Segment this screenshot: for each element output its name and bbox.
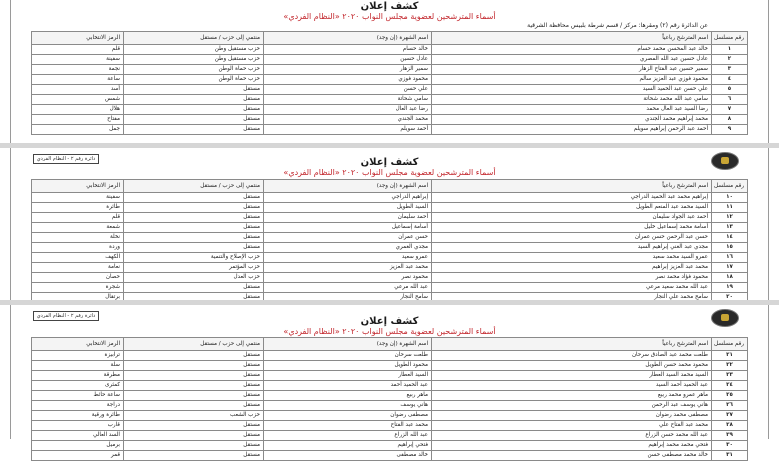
header-name: اسم المترشح رباعياً [432,32,712,45]
table-row [32,441,748,451]
cell-affiliation: مستقل [124,401,264,411]
cell-affiliation: حزب الإصلاح والتنمية [124,253,264,263]
cell-symbol: قلم [32,45,124,55]
cell-fame: أحمد سليمان [264,213,432,223]
cell-affiliation: حزب الشعب [124,411,264,421]
cell-symbol: سفينة [32,193,124,203]
cell-symbol: نعامة [32,263,124,273]
cell-serial: ١٨ [712,273,748,283]
page-subtitle: أسماء المترشحين لعضوية مجلس النواب ٢٠٢٠ «النظام الفردي» [283,327,496,336]
cell-affiliation: مستقل [124,431,264,441]
cell-serial: ٨ [712,115,748,125]
document-page-3 [11,305,768,458]
header-serial: رقم مسلسل [712,180,748,193]
table-row [32,421,748,431]
cell-name: سمير حسين عبد الفتاح الزهار [432,65,712,75]
cell-serial: ٧ [712,105,748,115]
cell-fame: مجدي الغمري [264,243,432,253]
cell-symbol: شجرة [32,283,124,293]
table-row [32,203,748,213]
page-stamp: دائرة رقم ٢ - النظام الفردي [33,154,99,164]
cell-serial: ٢٧ [712,411,748,421]
cell-name: محمد إبراهيم محمد الجندي [432,115,712,125]
cell-serial: ١٢ [712,213,748,223]
cell-symbol: الكهف [32,253,124,263]
cell-symbol: قارب [32,421,124,431]
cell-serial: ٢١ [712,351,748,361]
header-fame: اسم الشهرة (إن وجد) [264,338,432,351]
table-row [32,263,748,273]
table-body [32,193,748,303]
cell-fame: عبد الله الزراع [264,431,432,441]
cell-name: رضا السيد عبد العال محمد [432,105,712,115]
cell-symbol: ساعة حائط [32,391,124,401]
table-row [32,95,748,105]
cell-serial: ٣٠ [712,441,748,451]
cell-name: فتحي محمد محمد إبراهيم [432,441,712,451]
cell-name: عمرو السيد محمد سعيد [432,253,712,263]
cell-affiliation: مستقل [124,421,264,431]
cell-affiliation: مستقل [124,361,264,371]
cell-affiliation: مستقل [124,391,264,401]
document-page-1 [11,0,768,143]
cell-name: محمود فؤاد محمد نصر [432,273,712,283]
cell-symbol: برتقال [32,293,124,303]
page-stamp: دائرة رقم ٢ - النظام الفردي [33,311,99,321]
cell-symbol: مفتاح [32,115,124,125]
cell-name: إبراهيم محمد عبد الحميد الدراجي [432,193,712,203]
table-row [32,243,748,253]
table-header-row [32,180,748,193]
cell-affiliation: مستقل [124,233,264,243]
table-row [32,85,748,95]
header-serial: رقم مسلسل [712,338,748,351]
cell-affiliation: مستقل [124,115,264,125]
table-row [32,411,748,421]
cell-symbol: كمثرى [32,381,124,391]
cell-name: طلعت محمد عبد الصادق سرحان [432,351,712,361]
cell-fame: ماهر ربيع [264,391,432,401]
cell-fame: محمود نصر [264,273,432,283]
cell-fame: عبد الحميد أحمد [264,381,432,391]
district-line: عن الدائرة رقم (٢) ومقرها: مركز / قسم شرطة بلبيس محافظة الشرقية [527,22,708,29]
cell-serial: ٢٦ [712,401,748,411]
cell-fame: محمد عبد العزيز [264,263,432,273]
viewer-edge-right [768,0,769,439]
page-subtitle: أسماء المترشحين لعضوية مجلس النواب ٢٠٢٠ «النظام الفردي» [283,168,496,177]
cell-affiliation: حزب العدل [124,273,264,283]
cell-serial: ٢ [712,55,748,65]
cell-name: ماهر عمرو محمد ربيع [432,391,712,401]
table-row [32,115,748,125]
cell-fame: سامي شحاتة [264,95,432,105]
header-affiliation: منتمي إلى حزب / مستقل [124,32,264,45]
cell-fame: هاني يوسف [264,401,432,411]
document-page-2 [11,148,768,300]
cell-serial: ٥ [712,85,748,95]
cell-symbol: السد العالي [32,431,124,441]
cell-affiliation: مستقل [124,193,264,203]
cell-name: أحمد عبد الرحمن إبراهيم سويلم [432,125,712,135]
header-fame: اسم الشهرة (إن وجد) [264,32,432,45]
cell-serial: ٢٤ [712,381,748,391]
cell-affiliation: حزب مستقبل وطن [124,45,264,55]
cell-serial: ٢٩ [712,431,748,441]
cell-fame: أحمد سويلم [264,125,432,135]
table-row [32,381,748,391]
cell-serial: ٤ [712,75,748,85]
cell-serial: ١٤ [712,233,748,243]
table-row [32,223,748,233]
cell-serial: ٣١ [712,451,748,461]
table-header-row [32,338,748,351]
table-row [32,75,748,85]
cell-name: خالد عبد المحسن محمد حسام [432,45,712,55]
cell-serial: ٦ [712,95,748,105]
cell-fame: طلعت سرحان [264,351,432,361]
header-name: اسم المترشح رباعياً [432,338,712,351]
cell-symbol: شمس [32,95,124,105]
cell-fame: السيد العطار [264,371,432,381]
table-row [32,283,748,293]
cell-serial: ١٧ [712,263,748,273]
cell-affiliation: مستقل [124,85,264,95]
table-row [32,391,748,401]
cell-name: محمود محمد حسن الطويل [432,361,712,371]
cell-symbol: حصان [32,273,124,283]
cell-name: السيد محمد عبد المنعم الطويل [432,203,712,213]
cell-name: مصطفى محمد رضوان [432,411,712,421]
header-serial: رقم مسلسل [712,32,748,45]
cell-affiliation: مستقل [124,243,264,253]
table-body [32,45,748,135]
cell-symbol: قلم [32,213,124,223]
cell-symbol: نخلة [32,233,124,243]
cell-serial: ١١ [712,203,748,213]
page-title: كشف إعلان [360,157,419,168]
candidates-table [31,179,748,303]
cell-symbol: وردة [32,243,124,253]
page-title: كشف إعلان [360,1,419,12]
cell-symbol: جمل [32,125,124,135]
cell-fame: علي حسن [264,85,432,95]
candidates-table [31,337,748,461]
cell-symbol: شمعة [32,223,124,233]
cell-fame: سمير الزهار [264,65,432,75]
cell-affiliation: مستقل [124,371,264,381]
cell-affiliation: مستقل [124,213,264,223]
cell-serial: ٢٣ [712,371,748,381]
cell-fame: أسامة إسماعيل [264,223,432,233]
cell-symbol: ترابيزة [32,351,124,361]
cell-name: سامح محمد علي النجار [432,293,712,303]
cell-affiliation: مستقل [124,203,264,213]
cell-serial: ٢٨ [712,421,748,431]
table-row [32,213,748,223]
cell-symbol: سفينة [32,55,124,65]
cell-fame: مصطفى رضوان [264,411,432,421]
cell-affiliation: حزب حماة الوطن [124,65,264,75]
cell-name: مجدي عبد الغني إبراهيم السيد [432,243,712,253]
table-row [32,253,748,263]
cell-name: عبد الله محمد حسن الزراع [432,431,712,441]
cell-name: عادل حسين عبد الله المصري [432,55,712,65]
cell-serial: ٢٥ [712,391,748,401]
cell-name: السيد محمد السيد العطار [432,371,712,381]
table-row [32,431,748,441]
cell-name: حسن عبد الرحمن حسن عمران [432,233,712,243]
cell-symbol: سلة [32,361,124,371]
cell-symbol: طائرة ورقية [32,411,124,421]
header-affiliation: منتمي إلى حزب / مستقل [124,180,264,193]
cell-affiliation: مستقل [124,293,264,303]
cell-name: هاني يوسف عبد الرحمن [432,401,712,411]
cell-fame: عبد الله مرعي [264,283,432,293]
cell-name: عبد الله محمد سعيد مرعي [432,283,712,293]
table-row [32,351,748,361]
cell-affiliation: مستقل [124,223,264,233]
cell-symbol: دراجة [32,401,124,411]
cell-name: أحمد عبد الجواد سليمان [432,213,712,223]
cell-affiliation: حزب حماة الوطن [124,75,264,85]
page-title: كشف إعلان [360,316,419,327]
cell-symbol: نجمة [32,65,124,75]
cell-name: محمد عبد العزيز إبراهيم [432,263,712,273]
cell-fame: خالد حسام [264,45,432,55]
cell-serial: ١٠ [712,193,748,203]
cell-fame: حسن عمران [264,233,432,243]
cell-affiliation: حزب مستقبل وطن [124,55,264,65]
cell-affiliation: مستقل [124,283,264,293]
cell-serial: ١ [712,45,748,55]
cell-serial: ١٦ [712,253,748,263]
cell-name: محمد عبد الفتاح علي [432,421,712,431]
table-row [32,125,748,135]
cell-fame: خالد مصطفى [264,451,432,461]
table-row [32,55,748,65]
header-symbol: الرمز الانتخابي [32,32,124,45]
header-fame: اسم الشهرة (إن وجد) [264,180,432,193]
cell-fame: سامح النجار [264,293,432,303]
cell-affiliation: مستقل [124,441,264,451]
cell-affiliation: مستقل [124,351,264,361]
table-body [32,351,748,461]
cell-name: أسامة محمد إسماعيل خليل [432,223,712,233]
cell-serial: ١٣ [712,223,748,233]
cell-serial: ٢٢ [712,361,748,371]
cell-affiliation: مستقل [124,95,264,105]
cell-name: علي حسن عبد الحميد السيد [432,85,712,95]
cell-serial: ٣ [712,65,748,75]
cell-serial: ٩ [712,125,748,135]
cell-serial: ٢٠ [712,293,748,303]
header-symbol: الرمز الانتخابي [32,338,124,351]
cell-serial: ١٥ [712,243,748,253]
cell-symbol: قمر [32,451,124,461]
cell-symbol: أسد [32,85,124,95]
cell-name: عبد الحميد أحمد السيد [432,381,712,391]
cell-name: محمود فوزي عبد العزيز سالم [432,75,712,85]
table-row [32,45,748,55]
cell-fame: محمد عبد الفتاح [264,421,432,431]
table-row [32,451,748,461]
candidates-table [31,31,748,135]
cell-symbol: هلال [32,105,124,115]
cell-fame: محمود الطويل [264,361,432,371]
cell-fame: عمرو سعيد [264,253,432,263]
cell-fame: فتحي إبراهيم [264,441,432,451]
cell-affiliation: مستقل [124,451,264,461]
table-row [32,233,748,243]
cell-fame: محمود فوزي [264,75,432,85]
table-row [32,65,748,75]
cell-symbol: ساعة [32,75,124,85]
cell-affiliation: مستقل [124,125,264,135]
cell-affiliation: حزب المؤتمر [124,263,264,273]
cell-symbol: مطرقة [32,371,124,381]
cell-fame: رضا عبد العال [264,105,432,115]
table-row [32,361,748,371]
table-row [32,193,748,203]
table-row [32,371,748,381]
cell-affiliation: مستقل [124,105,264,115]
table-row [32,401,748,411]
cell-fame: السيد الطويل [264,203,432,213]
cell-fame: محمد الجندي [264,115,432,125]
table-header-row [32,32,748,45]
header-symbol: الرمز الانتخابي [32,180,124,193]
page-subtitle: أسماء المترشحين لعضوية مجلس النواب ٢٠٢٠ «النظام الفردي» [283,12,496,21]
header-name: اسم المترشح رباعياً [432,180,712,193]
table-row [32,273,748,283]
cell-serial: ١٩ [712,283,748,293]
header-affiliation: منتمي إلى حزب / مستقل [124,338,264,351]
table-row [32,105,748,115]
cell-name: سامي عبد الله محمد شحاتة [432,95,712,105]
cell-symbol: طائرة [32,203,124,213]
cell-symbol: برميل [32,441,124,451]
cell-name: خالد محمد مصطفى حسن [432,451,712,461]
cell-fame: إبراهيم الدراجي [264,193,432,203]
cell-fame: عادل حسين [264,55,432,65]
cell-affiliation: مستقل [124,381,264,391]
